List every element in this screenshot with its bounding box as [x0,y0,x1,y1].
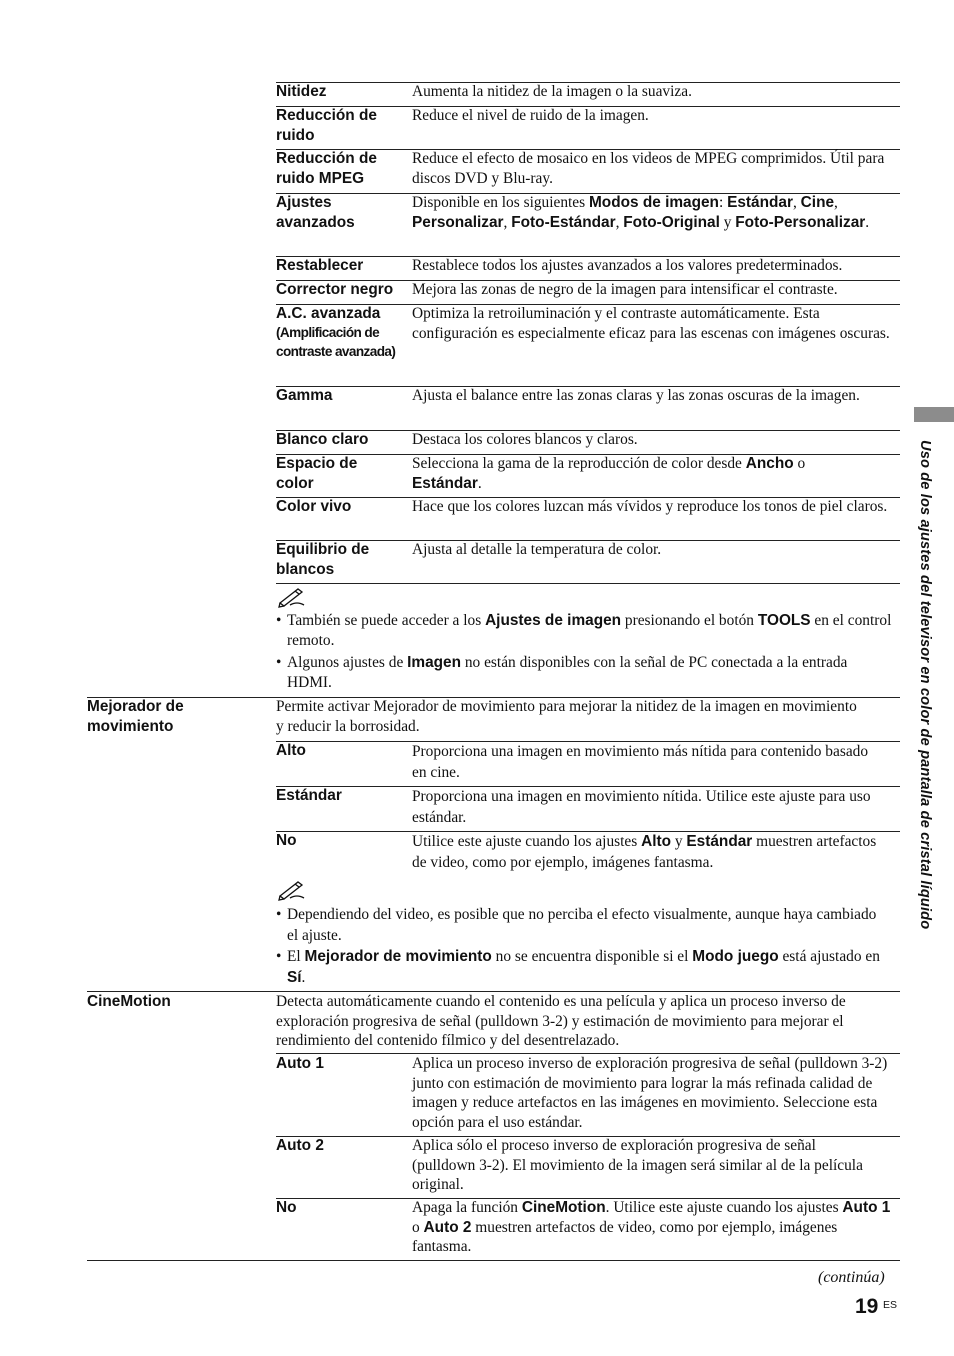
term-no-cinemotion: No [276,1199,297,1216]
page-lang: ES [883,1299,898,1311]
desc-alto: Proporciona una imagen en movimiento más nítida para contenido basado en cine. [412,743,869,781]
section-tab-marker [914,407,954,422]
desc-estandar: Proporciona una imagen en movimiento nítida. Utilice este ajuste para uso estándar. [412,788,871,826]
term-cinemotion: CineMotion [87,993,171,1010]
desc-color-vivo: Hace que los colores luzcan más vívidos y reproduce los tonos de piel claros. [412,498,888,515]
side-chapter-title: Uso de los ajustes del televisor en color de pantalla de cristal líquido [917,440,933,930]
pencil-note-icon [277,879,307,901]
desc-corrector-negro: Mejora las zonas de negro de la imagen para intensificar el contraste. [412,281,838,298]
desc-auto-2: Aplica sólo el proceso inverso de exploración progresiva de señal (pulldown 3-2). El movimiento de la imagen será similar al de la película original. [412,1137,863,1193]
term-estandar: Estándar [276,787,342,804]
term-auto-1: Auto 1 [276,1055,324,1072]
desc-nitidez: Aumenta la nitidez de la imagen o la suaviza. [412,83,692,100]
term-reduccion-ruido-mpeg: Reducción de ruido MPEG [276,150,377,187]
term-mejorador-movimiento: Mejorador de movimiento [87,698,184,735]
term-reduccion-ruido: Reducción de ruido [276,107,377,144]
desc-espacio-color: Selecciona la gama de la reproducción de color desde Ancho o Estándar. [412,455,806,492]
term-alto: Alto [276,742,306,759]
desc-auto-1: Aplica un proceso inverso de exploración progresiva de señal (pulldown 3-2) junto con estimación de movimiento para lograr la más refinada calidad de imagen y reduce artefactos en las imágenes en movimiento. Seleccione esta opción para el uso estándar. [412,1055,888,1131]
desc-reduccion-ruido: Reduce el nivel de ruido de la imagen. [412,107,649,124]
continued-label: (continúa) [818,1269,885,1286]
term-espacio-color: Espacio de color [276,455,358,492]
desc-equilibrio-blancos: Ajusta al detalle la temperatura de color. [412,541,662,558]
term-no-motion: No [276,832,297,849]
note1-bullet-2: • Algunos ajustes de Imagen no están disponibles con la señal de PC conectada a la entrada HDMI. [276,654,848,691]
desc-no-motion: Utilice este ajuste cuando los ajustes Alto y Estándar muestren artefactos de video, como por ejemplo, imágenes fantasma. [412,833,877,871]
desc-mejorador-movimiento: Permite activar Mejorador de movimiento para mejorar la nitidez de la imagen en movimiento y reducir la borrosidad. [276,698,857,735]
term-blanco-claro: Blanco claro [276,431,369,448]
term-restablecer: Restablecer [276,257,364,274]
desc-ajustes-avanzados: Disponible en los siguientes Modos de imagen: Estándar, Cine, Personalizar, Foto-Estándar, Foto-Original y Foto-Personalizar. [412,194,870,231]
note2-bullet-1: • Dependiendo del video, es posible que no perciba el efecto visualmente, aunque haya cambiado el ajuste. [276,906,877,944]
page-number: 19 [855,1295,879,1318]
note2-bullet-2: • El Mejorador de movimiento no se encuentra disponible si el Modo juego está ajustado en Sí. [276,948,880,986]
desc-cinemotion: Detecta automáticamente cuando el contenido es una película y aplica un proceso inverso de exploración progresiva de señal (pulldown 3-2) y estimación de movimiento para mejorar el rendimiento del contenido fílmico y del desentrelazado. [276,993,846,1049]
term-ac-avanzada-sub: (Amplificación de contraste avanzada) [276,325,396,359]
desc-no-cinemotion: Apaga la función CineMotion. Utilice este ajuste cuando los ajustes Auto 1 o Auto 2 muestren artefactos de video, como por ejemplo, imágenes fantasma. [412,1199,891,1255]
term-ac-avanzada: A.C. avanzada [276,305,381,322]
note1-bullet-1: • También se puede acceder a los Ajustes de imagen presionando el botón TOOLS en el control remoto. [276,612,892,649]
term-corrector-negro: Corrector negro [276,281,394,298]
desc-restablecer: Restablece todos los ajustes avanzados a los valores predeterminados. [412,257,843,274]
term-color-vivo: Color vivo [276,498,352,515]
term-equilibrio-blancos: Equilibrio de blancos [276,541,370,578]
desc-ac-avanzada: Optimiza la retroiluminación y el contraste automáticamente. Esta configuración es especialmente eficaz para las escenas con imágenes oscuras. [412,305,890,342]
pencil-note-icon [277,586,307,608]
desc-blanco-claro: Destaca los colores blancos y claros. [412,431,638,448]
term-nitidez: Nitidez [276,83,327,100]
term-gamma: Gamma [276,387,333,404]
desc-gamma: Ajusta el balance entre las zonas claras y las zonas oscuras de la imagen. [412,387,860,404]
term-ajustes-avanzados: Ajustes avanzados [276,194,355,231]
term-auto-2: Auto 2 [276,1137,324,1154]
desc-reduccion-ruido-mpeg: Reduce el efecto de mosaico en los videos de MPEG comprimidos. Útil para discos DVD y Blu-ray. [412,150,885,187]
